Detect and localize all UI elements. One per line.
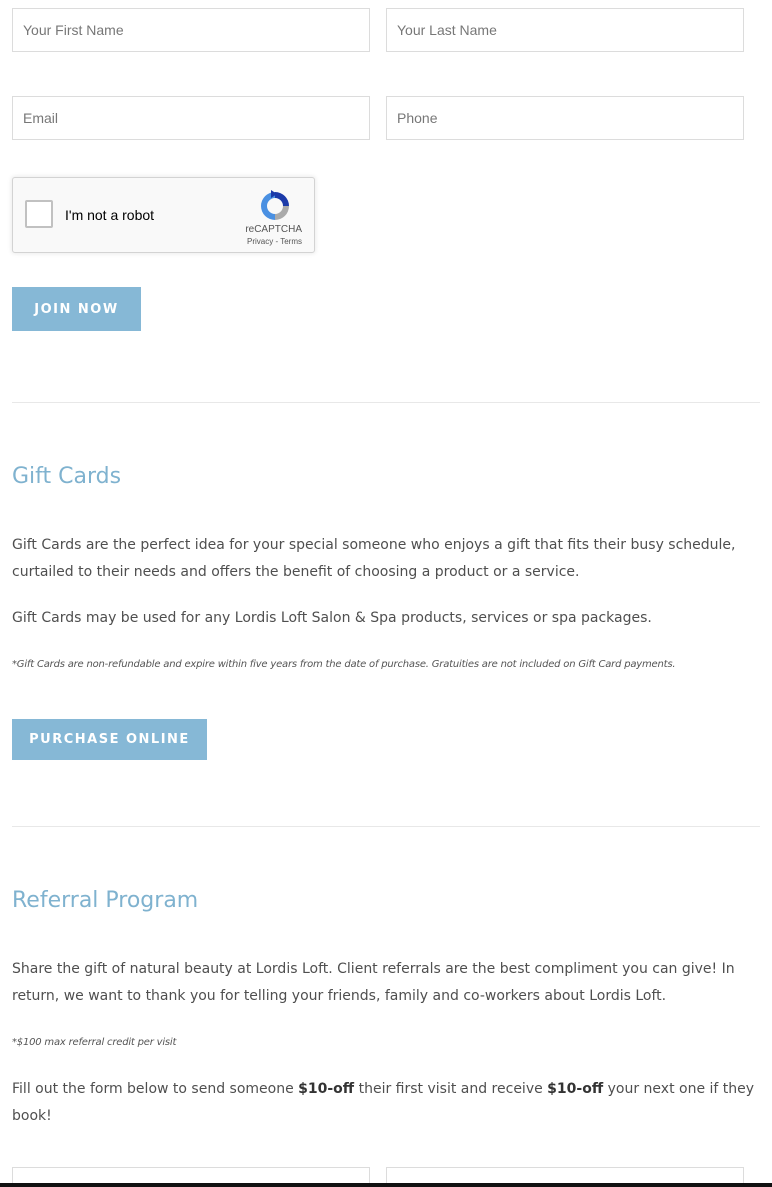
offer-text-part-3: your next one if they book! <box>12 1081 755 1124</box>
first-name-input[interactable] <box>12 8 370 52</box>
recaptcha-logo-icon <box>257 188 293 224</box>
gift-cards-note: *Gift Cards are non-refundable and expire within five years from the date of purchase. Gratuities are not included on Gift Card payments. <box>12 659 676 670</box>
gift-cards-heading: Gift Cards <box>12 464 122 489</box>
offer-text-part-2: their first visit and receive <box>354 1081 548 1097</box>
recaptcha-brand: reCAPTCHA <box>245 224 302 235</box>
phone-input[interactable] <box>386 96 744 140</box>
gift-cards-paragraph-1: Gift Cards are the perfect idea for your special someone who enjoys a gift that fits their busy schedule, curtailed to their needs and offers the benefit of choosing a product or a service. <box>12 537 736 580</box>
section-divider <box>12 402 760 403</box>
recaptcha-links[interactable]: Privacy - Terms <box>247 237 302 246</box>
offer-text-part-1: Fill out the form below to send someone <box>12 1081 299 1097</box>
referral-paragraph: Share the gift of natural beauty at Lordis Loft. Client referrals are the best compliment you can give! In return, we want to thank you for telling your friends, family and co-workers about Lordis Loft. <box>12 961 735 1004</box>
join-now-button[interactable]: JOIN NOW <box>12 287 141 331</box>
recaptcha-label: I'm not a robot <box>65 207 155 223</box>
offer-amount-1: $10-off <box>298 1081 355 1097</box>
last-name-input[interactable] <box>386 8 744 52</box>
email-input[interactable] <box>12 96 370 140</box>
page-bottom-edge <box>0 1183 772 1187</box>
section-divider <box>12 826 760 827</box>
purchase-online-button[interactable]: PURCHASE ONLINE <box>12 719 207 760</box>
recaptcha-widget <box>12 177 315 253</box>
referral-note: *$100 max referral credit per visit <box>12 1037 177 1048</box>
recaptcha-checkbox[interactable] <box>25 200 53 228</box>
referral-offer-text <box>12 1076 762 1130</box>
referral-heading: Referral Program <box>12 888 199 913</box>
offer-amount-2: $10-off <box>547 1081 604 1097</box>
gift-cards-paragraph-2: Gift Cards may be used for any Lordis Loft Salon & Spa products, services or spa packages. <box>12 610 652 626</box>
